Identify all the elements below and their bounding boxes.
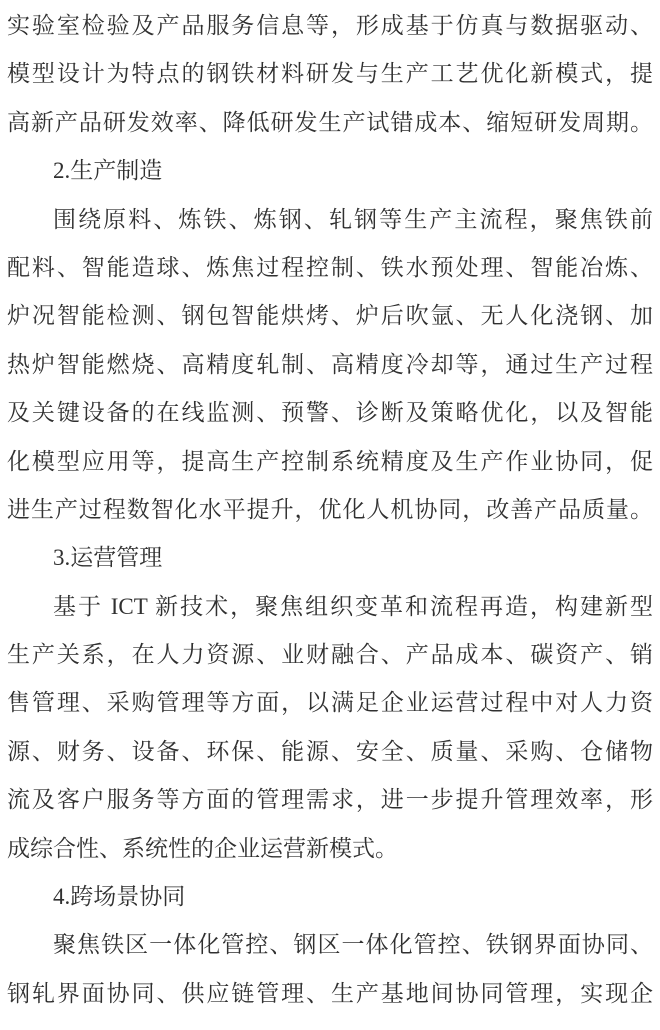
text-line: 化模型应用等，提高生产控制系统精度及生产作业协同，促 [7, 448, 653, 474]
text-line: 高新产品研发效率、降低研发生产试错成本、缩短研发周期。 [7, 109, 653, 135]
text-line: 进生产过程数智化水平提升，优化人机协同，改善产品质量。 [7, 496, 653, 522]
text-line: 配料、智能造球、炼焦过程控制、铁水预处理、智能冶炼、 [7, 254, 653, 280]
document-text-block [7, 2, 653, 1018]
section-heading: 4.跨场景协同 [53, 884, 186, 910]
text-line: 实验室检验及产品服务信息等，形成基于仿真与数据驱动、 [7, 13, 653, 38]
text-line: 流及客户服务等方面的管理需求，进一步提升管理效率，形 [7, 787, 653, 813]
text-line: 聚焦铁区一体化管控、钢区一体化管控、铁钢界面协同、 [53, 932, 653, 958]
text-line: 基于 ICT 新技术，聚焦组织变革和流程再造，构建新型 [53, 593, 653, 619]
text-line: 热炉智能燃烧、高精度轧制、高精度冷却等，通过生产过程 [7, 351, 653, 377]
text-line: 围绕原料、炼铁、炼钢、轧钢等生产主流程，聚焦铁前 [53, 206, 653, 232]
section-heading: 3.运营管理 [53, 545, 163, 571]
text-line: 钢轧界面协同、供应链管理、生产基地间协同管理，实现企 [7, 980, 653, 1006]
text-line: 及关键设备的在线监测、预警、诊断及策略优化，以及智能 [7, 400, 653, 426]
text-line: 模型设计为特点的钢铁材料研发与生产工艺优化新模式，提 [7, 61, 653, 87]
text-line: 售管理、采购管理等方面，以满足企业运营过程中对人力资 [7, 690, 653, 716]
text-line: 源、财务、设备、环保、能源、安全、质量、采购、仓储物 [7, 738, 653, 764]
text-line: 炉况智能检测、钢包智能烘烤、炉后吹氩、无人化浇钢、加 [7, 303, 653, 329]
text-line: 生产关系，在人力资源、业财融合、产品成本、碳资产、销 [7, 642, 653, 668]
text-line: 成综合性、系统性的企业运营新模式。 [7, 835, 398, 861]
section-heading: 2.生产制造 [53, 158, 163, 184]
